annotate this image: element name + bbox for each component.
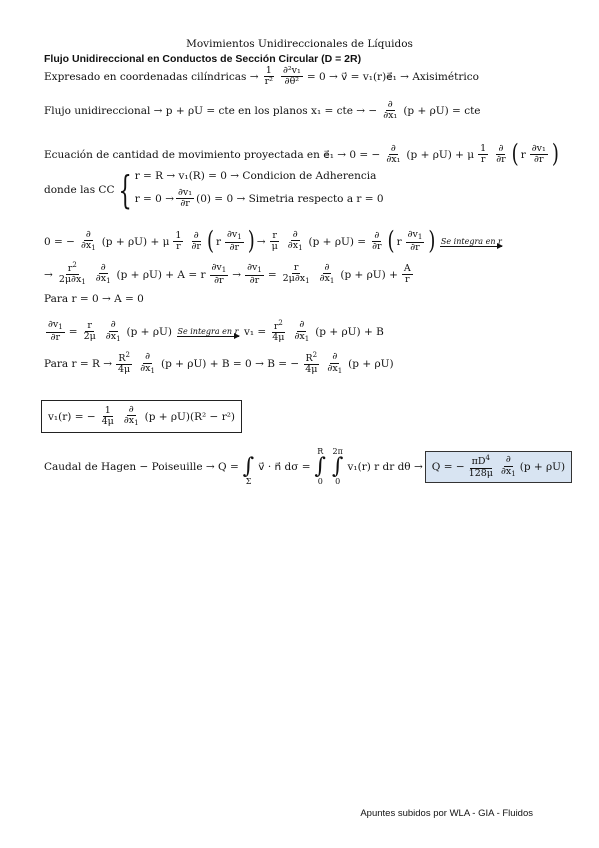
equation-integration-step1: 0 = − $\frac{\partial}{\partial x_1}$ (p + ρU) + μ $\frac{1}{r}$ $\frac{\partial}{\partial r}$ ( r $\frac{\partial v_1}{\partial r}$ ) → $\frac{r}{\mu}$ $\frac{\partial}{\partial x_1}$ (p + ρU) = $\frac{\partial}{\partial r}$ ( r $\frac{\partial v_1}{\partial r}$ ) Se integra en r xyxy=(44,226,502,256)
boundary-conditions: donde las CC { r = R → v₁(R) = 0 → Condicion de Adherencia r = 0 → $\frac{\text{∂v₁}}{\partial r}$ (0) = 0 → Simetria respecto a r = 0 xyxy=(44,167,384,212)
flow-rate-result-box: Q = − $\frac{\pi D^4}{128\mu}$ $\frac{\partial}{\partial x_1}$ (p + ρU) xyxy=(425,451,572,483)
integral-r-icon: R ∫ 0 xyxy=(314,447,326,486)
page-footer: Apuntes subidos por WLA - GIA - Fluidos xyxy=(360,808,533,819)
integrate-arrow-2: Se integra en r xyxy=(177,326,239,336)
equation-unidirectional: Flujo unidireccional → p + ρU = cte en los planos x₁ = cte → − $\frac{\partial}{\text{∂x₁}}$ (p + ρU) = cte xyxy=(44,99,481,122)
condition-a-zero: Para r = 0 → A = 0 xyxy=(44,293,144,305)
integral-theta-icon: 2π ∫ 0 xyxy=(331,447,344,486)
equation-momentum: Ecuación de cantidad de movimiento proyectada en e⃗₁ → 0 = − $\frac{\partial}{\text{∂x₁}}$ (p + ρU) + μ $\frac{1}{r}$ $\frac{\partial}{\partial r}$ ( r $\frac{\text{∂v₁}}{\partial r}$ ) xyxy=(44,139,559,169)
equation-cylindrical: Expresado en coordenadas cilíndricas → $\frac{1}{\text{r²}}$ $\frac{\text{∂²v₁}}{\text{∂θ²}}$ = 0 → v⃗ = v₁(r)e⃗₁ → Axisimétrico xyxy=(44,65,479,88)
equation-hagen-poiseuille: Caudal de Hagen − Poiseuille → Q = ∫ Σ v⃗ · n⃗ dσ = R ∫ 0 2π ∫ 0 v₁(r) r dr dθ → Q = − $\frac{\pi D^4}{128\mu}$ $\frac{\partial}{\partial x_1}$ (p + ρU) xyxy=(44,448,572,486)
cases-brace-icon: { xyxy=(117,167,132,212)
integrate-arrow: Se integra en r xyxy=(440,236,502,246)
document-title: Movimientos Unidireccionales de Líquidos xyxy=(186,38,413,50)
velocity-profile-box: v₁(r) = − $\frac{1}{4\mu}$ $\frac{\partial}{\partial x_1}$ (p + ρU)(R² − r²) xyxy=(41,400,242,433)
equation-velocity-integration: $\frac{\partial v_1}{\partial r}$ = $\frac{r}{2\mu}$ $\frac{\partial}{\partial x_1}$ (p + ρU) Se integra en r v₁ = $\frac{r^2}{4\mu}$ $\frac{\partial}{\partial x_1}$ (p + ρU) + B xyxy=(48,319,384,344)
equation-constant-b: Para r = R → $\frac{R^2}{4\mu}$ $\frac{\partial}{\partial x_1}$ (p + ρU) + B = 0 → B = − $\frac{R^2}{4\mu}$ $\frac{\partial}{\partial x_1}$ (p + ρU) xyxy=(44,351,394,376)
equation-integration-step2: → $\frac{r^2}{2\mu\partial x_1}$ $\frac{\partial}{\partial x_1}$ (p + ρU) + A = r $\frac{\partial v_1}{\partial r}$ → $\frac{\partial v_1}{\partial r}$ = $\frac{r}{2\mu\partial x_1}$ $\frac{\partial}{\partial x_1}$ (p + ρU) + $\frac{A}{r}$ xyxy=(44,261,411,287)
section-heading: Flujo Unidireccional en Conductos de Sección Circular (D = 2R) xyxy=(44,53,362,65)
surface-integral-icon: ∫ Σ xyxy=(242,454,255,486)
